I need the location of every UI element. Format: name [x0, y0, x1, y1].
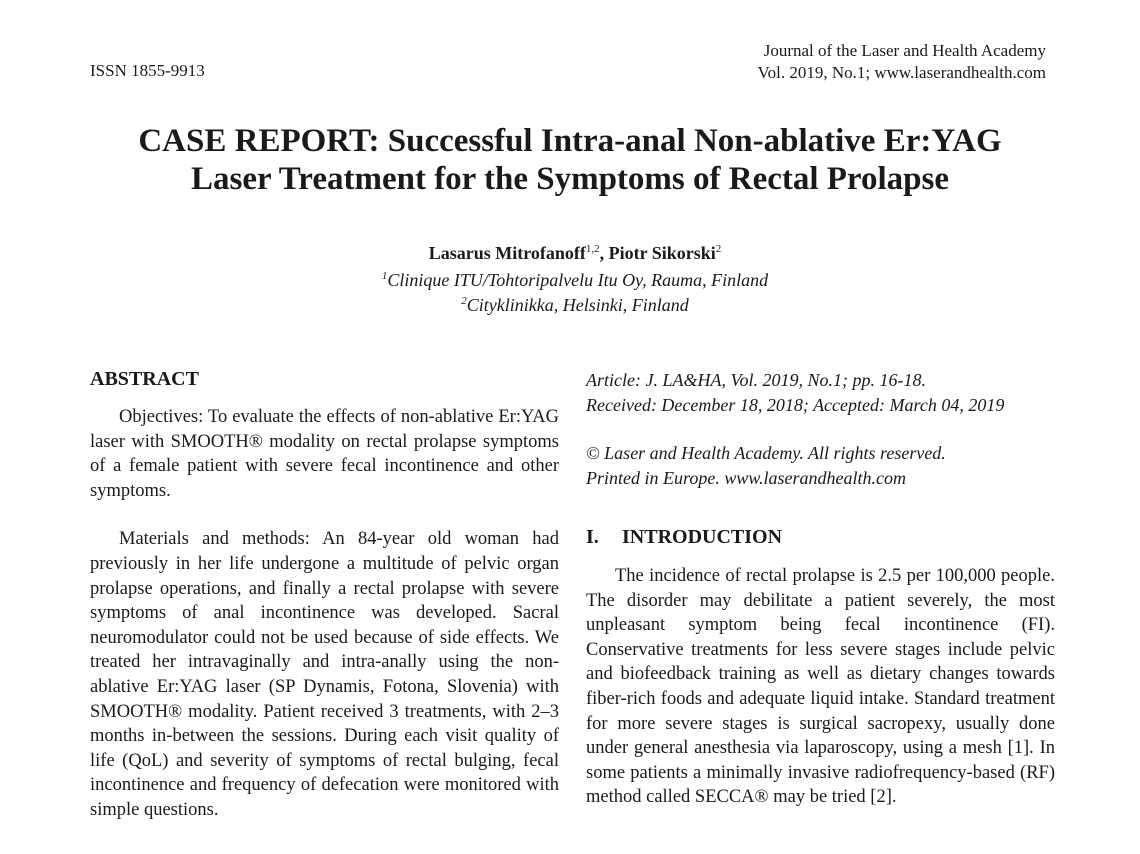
authors — [0, 243, 1140, 264]
affiliation-1 — [0, 270, 1140, 291]
author-1-affil: 1,2 — [585, 243, 600, 255]
journal-name: Journal of the Laser and Health Academy — [763, 41, 1046, 60]
article-citation: Article: J. LA&HA, Vol. 2019, No.1; pp. 16-18. — [586, 370, 926, 390]
title-line-2: Laser Treatment for the Symptoms of Rectal Prolapse — [191, 161, 949, 197]
title-line-1: CASE REPORT: Successful Intra-anal Non-ablative Er:YAG — [138, 123, 1002, 159]
introduction-paragraph: The incidence of rectal prolapse is 2.5 per 100,000 people. The disorder may debilitate a patient severely, the most unpleasant symptom being fecal incontinence (FI). Conservative treatments for less severe stages include pelvic and biofeedback training as well as dietary changes towards fiber-rich foods and adequate liquid intake. Standard treatment for more severe stages is surgical sacropexy, usually done under general anesthesia via laparoscopy, using a mesh [1]. In some patients a minimally invasive radiofrequency-based (RF) method called SECCA® may be tried [2]. — [586, 566, 1055, 808]
abstract-body — [90, 405, 559, 823]
affiliation-2 — [0, 295, 1140, 316]
author-1: Lasarus Mitrofanoff — [428, 243, 586, 263]
affiliation-2-text: Cityklinikka, Helsinki, Finland — [466, 295, 689, 315]
affiliation-1-text: Clinique ITU/Tohtoripalvelu Itu Oy, Rauma, Finland — [387, 270, 769, 290]
introduction-heading — [586, 526, 782, 549]
introduction-body — [586, 564, 1055, 810]
section-title: INTRODUCTION — [622, 526, 783, 548]
issn: ISSN 1855-9913 — [90, 61, 205, 80]
abstract-methods: Materials and methods: An 84-year old woman had previously in her life undergone a multitude of pelvic organ prolapse operations, and finally a rectal prolapse with severe symptoms of anal incontinence was developed. Sacral neuromodulator could not be used because of side effects. We treated her intravaginally and intra-anally using the non-ablative Er:YAG laser (SP Dynamis, Fotona, Slovenia) with SMOOTH® modality. Patient received 3 treatments, with 2–3 months in-between the sessions. During each visit quality of life (QoL) and severity of symptoms of rectal bulging, fecal incontinence and frequency of defecation were monitored with simple questions. — [90, 529, 559, 820]
affiliation-2-mark: 2 — [461, 295, 467, 307]
printed-notice: Printed in Europe. www.laserandhealth.com — [586, 468, 906, 488]
author-separator: , — [599, 243, 609, 263]
section-number: I. — [586, 526, 599, 548]
article-info — [586, 368, 1056, 418]
paper-title — [0, 122, 1140, 198]
copyright-block — [586, 441, 1056, 491]
article-dates: Received: December 18, 2018; Accepted: March 04, 2019 — [586, 395, 1005, 415]
author-2: Piotr Sikorski — [608, 243, 716, 263]
author-2-affil: 2 — [715, 243, 722, 255]
abstract-heading: ABSTRACT — [90, 368, 199, 390]
abstract-objectives: Objectives: To evaluate the effects of non-ablative Er:YAG laser with SMOOTH® modality on rectal prolapse symptoms of a female patient with severe fecal incontinence and other symptoms. — [90, 407, 559, 501]
affiliation-1-mark: 1 — [381, 270, 388, 282]
copyright-notice: © Laser and Health Academy. All rights reserved. — [586, 443, 946, 463]
journal-volume-url: Vol. 2019, No.1; www.laserandhealth.com — [757, 63, 1046, 82]
journal-info — [758, 40, 1046, 84]
